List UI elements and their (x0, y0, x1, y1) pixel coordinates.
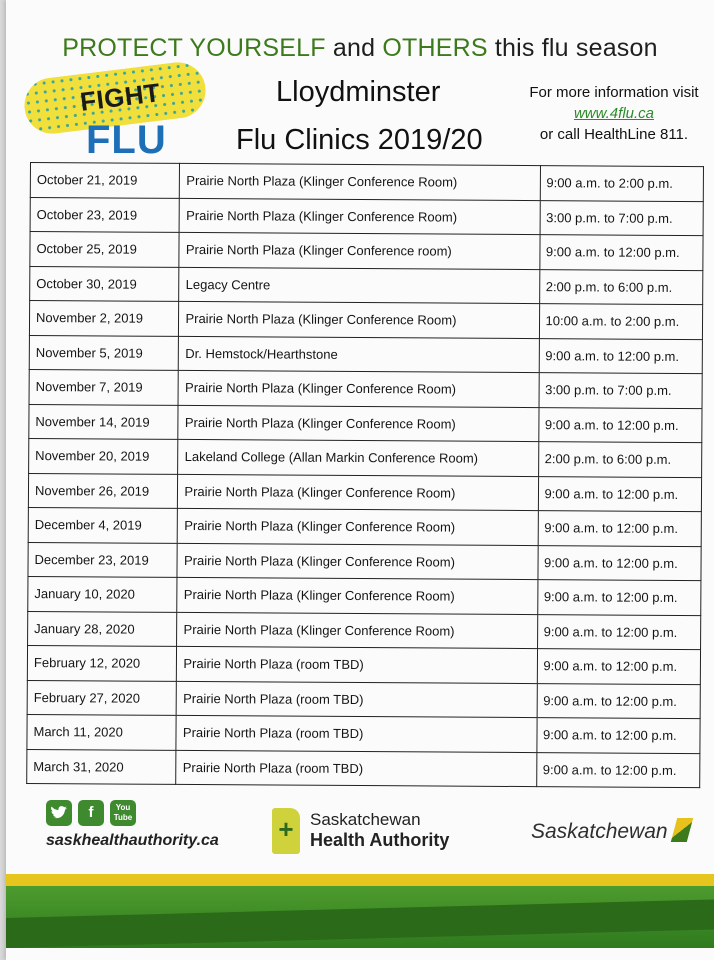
table-row (29, 369, 702, 408)
info-box (514, 82, 714, 145)
table-row (28, 576, 701, 615)
clinic-time: 9:00 a.m. to 12:00 p.m. (537, 649, 701, 684)
clinic-time: 9:00 a.m. to 12:00 p.m. (538, 407, 702, 442)
sha-line-1: Saskatchewan (310, 810, 421, 829)
clinic-time: 2:00 p.m. to 6:00 p.m. (539, 269, 703, 304)
table-row (27, 645, 700, 684)
sha-line-2: Health Authority (310, 830, 450, 850)
clinic-location: Prairie North Plaza (room TBD) (177, 646, 537, 683)
table-row (29, 301, 702, 340)
table-row (27, 714, 700, 753)
clinic-location: Lakeland College (Allan Markin Conference Room) (178, 439, 538, 476)
table-row (30, 266, 703, 305)
clinic-time: 9:00 a.m. to 12:00 p.m. (538, 476, 702, 511)
clinic-date: October 21, 2019 (30, 163, 180, 198)
clinic-location: Prairie North Plaza (Klinger Conference Room) (177, 577, 537, 614)
clinic-date: January 28, 2020 (28, 611, 178, 646)
headline-others: OTHERS (382, 34, 488, 62)
table-row (29, 438, 702, 477)
clinic-location: Prairie North Plaza (room TBD) (177, 681, 537, 718)
headline-season: this flu season (494, 34, 658, 62)
clinic-time: 9:00 a.m. to 12:00 p.m. (538, 511, 702, 546)
table-row (29, 335, 702, 374)
clinic-date: November 7, 2019 (29, 369, 179, 404)
table-row (27, 680, 700, 719)
clinic-location: Prairie North Plaza (Klinger Conference room) (179, 232, 539, 269)
clinic-location: Prairie North Plaza (Klinger Conference Room) (177, 543, 537, 580)
clinic-time: 9:00 a.m. to 12:00 p.m. (539, 235, 703, 270)
clinic-date: February 27, 2020 (27, 680, 177, 715)
clinic-location: Dr. Hemstock/Hearthstone (179, 336, 539, 373)
clinic-date: December 23, 2019 (28, 542, 178, 577)
clinic-location: Prairie North Plaza (Klinger Conference Room) (178, 508, 538, 545)
youtube-icon[interactable]: You Tube (110, 800, 136, 826)
clinic-date: March 31, 2020 (27, 749, 177, 784)
clinic-location: Prairie North Plaza (room TBD) (176, 750, 536, 787)
clinic-time: 2:00 p.m. to 6:00 p.m. (538, 442, 702, 477)
clinic-date: November 2, 2019 (29, 301, 179, 336)
clinic-schedule-table (26, 162, 704, 788)
clinic-time: 3:00 p.m. to 7:00 p.m. (539, 373, 703, 408)
clinic-time: 9:00 a.m. to 12:00 p.m. (536, 752, 700, 787)
clinic-date: December 4, 2019 (28, 507, 178, 542)
clinic-date: January 10, 2020 (28, 576, 178, 611)
sha-logo-text (310, 810, 449, 851)
clinic-date: November 14, 2019 (29, 404, 179, 439)
clinic-date: November 26, 2019 (28, 473, 178, 508)
table-row (28, 473, 701, 512)
page-title-clinics: Flu Clinics 2019/20 (236, 124, 483, 156)
clinic-time: 10:00 a.m. to 2:00 p.m. (539, 304, 703, 339)
clinic-date: October 25, 2019 (30, 232, 180, 267)
clinic-time: 9:00 a.m. to 2:00 p.m. (540, 166, 704, 201)
table-row (30, 232, 703, 271)
footer-band-yellow (6, 874, 714, 886)
clinic-location: Prairie North Plaza (room TBD) (176, 715, 536, 752)
clinic-location: Prairie North Plaza (Klinger Conference Room) (178, 405, 538, 442)
clinic-location: Prairie North Plaza (Klinger Conference Room) (178, 370, 538, 407)
table-row (29, 404, 702, 443)
clinic-date: November 5, 2019 (29, 335, 179, 370)
table-row (28, 507, 701, 546)
clinic-time: 3:00 p.m. to 7:00 p.m. (540, 200, 704, 235)
facebook-icon[interactable]: f (78, 800, 104, 826)
info-healthline: or call HealthLine 811. (539, 126, 689, 143)
table-row (28, 542, 701, 581)
clinic-location: Prairie North Plaza (Klinger Conference Room) (177, 612, 537, 649)
clinic-time: 9:00 a.m. to 12:00 p.m. (537, 614, 701, 649)
clinic-time: 9:00 a.m. to 12:00 p.m. (537, 683, 701, 718)
clinic-date: October 30, 2019 (30, 266, 180, 301)
clinic-time: 9:00 a.m. to 12:00 p.m. (537, 580, 701, 615)
saskatchewan-logo: Saskatchewan (531, 820, 668, 843)
headline-and: and (332, 34, 376, 62)
clinic-location: Prairie North Plaza (Klinger Conference Room) (179, 301, 539, 338)
headline (0, 34, 714, 63)
clinic-date: March 11, 2020 (27, 714, 177, 749)
badge-fight-text: FIGHT (78, 77, 162, 117)
table-row (28, 611, 701, 650)
twitter-icon[interactable] (46, 800, 72, 826)
info-link[interactable]: www.4flu.ca (573, 105, 655, 122)
clinic-date: October 23, 2019 (30, 197, 180, 232)
clinic-time: 9:00 a.m. to 12:00 p.m. (536, 718, 700, 753)
table-row (30, 163, 703, 202)
sha-plus-icon: + (278, 814, 294, 844)
page-title-city: Lloydminster (276, 76, 441, 108)
table-row (30, 197, 703, 236)
clinic-location: Legacy Centre (179, 267, 539, 304)
clinic-time: 9:00 a.m. to 12:00 p.m. (539, 338, 703, 373)
clinic-location: Prairie North Plaza (Klinger Conference Room) (178, 474, 538, 511)
clinic-location: Prairie North Plaza (Klinger Conference Room) (180, 163, 540, 200)
clinic-date: November 20, 2019 (29, 438, 179, 473)
info-line: For more information visit (529, 84, 699, 101)
badge-flu-text: FLU (86, 118, 167, 162)
table-row (27, 749, 700, 788)
website-link[interactable]: saskhealthauthority.ca (46, 832, 219, 849)
clinic-date: February 12, 2020 (27, 645, 177, 680)
clinic-location: Prairie North Plaza (Klinger Conference Room) (180, 198, 540, 235)
clinic-time: 9:00 a.m. to 12:00 p.m. (537, 545, 701, 580)
headline-protect: PROTECT YOURSELF (62, 34, 326, 62)
